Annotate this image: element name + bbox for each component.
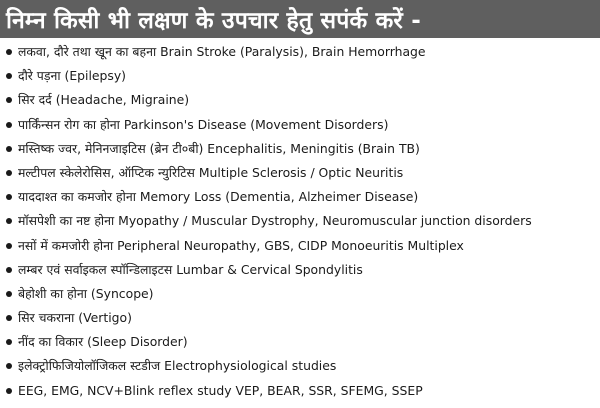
bullet-icon (6, 339, 12, 345)
list-item (0, 40, 600, 64)
list-item-text: नींद का विकार (Sleep Disorder) (18, 334, 188, 350)
bullet-icon (6, 194, 12, 200)
list-item (0, 185, 600, 209)
bullet-icon (6, 73, 12, 79)
list-item-text: मल्टीपल स्केलेरोसिस, ऑप्टिक न्युरिटिस Multiple Sclerosis / Optic Neuritis (18, 164, 404, 180)
list-item (0, 330, 600, 354)
list-item-text: लकवा, दौरे तथा खून का बहना Brain Stroke (Paralysis), Brain Hemorrhage (18, 44, 426, 59)
list-item (0, 64, 600, 88)
list-item (0, 379, 600, 403)
list-item-text: नसों में कमजोरी होना Peripheral Neuropathy, GBS, CIDP Monoeuritis Multiplex (18, 237, 464, 253)
list-item-text: बेहोशी का होना (Syncope) (18, 285, 154, 301)
page-title: निम्न किसी भी लक्षण के उपचार हेतु सपंर्क करें - (6, 8, 421, 34)
list-item (0, 306, 600, 330)
bullet-icon (6, 388, 12, 394)
list-item (0, 258, 600, 282)
bullet-icon (6, 49, 12, 55)
bullet-icon (6, 97, 12, 103)
list-item (0, 234, 600, 258)
bullet-icon (6, 243, 12, 249)
bullet-icon (6, 122, 12, 128)
list-item-text: मस्तिष्क ज्वर, मेनिनजाइटिस (ब्रेन टी०बी) Encephalitis, Meningitis (Brain TB) (18, 140, 420, 156)
bullet-icon (6, 291, 12, 297)
list-item (0, 209, 600, 233)
list-item-text: पार्किंन्सन रोग का होना Parkinson's Disease (Movement Disorders) (18, 116, 389, 132)
symptom-list (0, 40, 600, 403)
list-item (0, 137, 600, 161)
list-item-text: सिर चकराना (Vertigo) (18, 310, 132, 326)
list-item-text: लम्बर एवं सर्वाइकल स्पॉन्डिलाइटस Lumbar & Cervical Spondylitis (18, 261, 363, 277)
list-item-text: मॉसपेशी का नष्ट होना Myopathy / Muscular Dystrophy, Neuromuscular junction disorders (18, 213, 532, 229)
list-item (0, 161, 600, 185)
bullet-icon (6, 146, 12, 152)
list-item-text: दौरे पड़ना (Epilepsy) (18, 68, 127, 84)
bullet-icon (6, 267, 12, 273)
list-item (0, 282, 600, 306)
list-item-text: याददाश्त का कमजोर होना Memory Loss (Dementia, Alzheimer Disease) (18, 189, 419, 205)
bullet-icon (6, 315, 12, 321)
list-item-text: इलेक्ट्रोफिजियोलॉजिकल स्टडीज Electrophysiological studies (18, 358, 337, 374)
list-item (0, 88, 600, 112)
list-item-text: EEG, EMG, NCV+Blink reflex study VEP, BEAR, SSR, SFEMG, SSEP (18, 382, 423, 398)
bullet-icon (6, 218, 12, 224)
bullet-icon (6, 363, 12, 369)
list-item (0, 354, 600, 378)
list-item (0, 113, 600, 137)
bullet-icon (6, 170, 12, 176)
header-banner (0, 0, 600, 38)
list-item-text: सिर दर्द (Headache, Migraine) (18, 92, 190, 108)
